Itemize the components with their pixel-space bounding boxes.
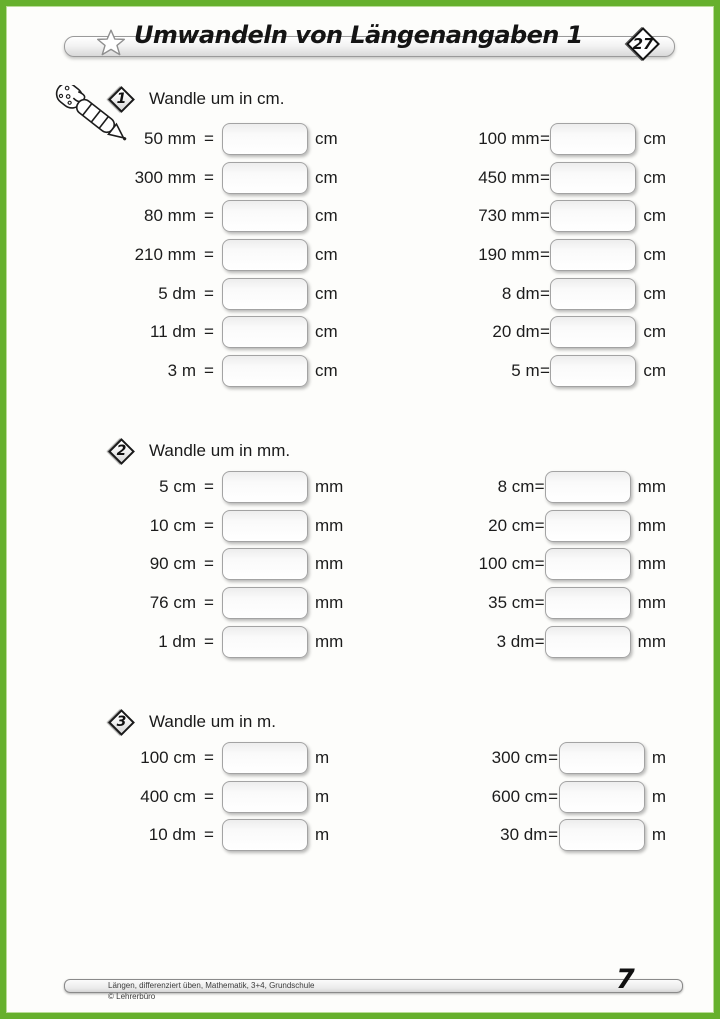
quantity-label: 8 dm: [501, 283, 540, 303]
equals-sign: =: [534, 631, 545, 651]
equals-sign: =: [204, 515, 214, 535]
section-number-badge: [108, 86, 135, 113]
answer-box[interactable]: [550, 200, 636, 232]
quantity-label: 10 dm: [148, 825, 196, 845]
quantity-label: 50 mm: [144, 129, 196, 149]
quantity-label: 210 mm: [134, 245, 196, 265]
unit-label: cm: [315, 322, 338, 342]
conversion-row: [420, 816, 666, 855]
right-column: [420, 468, 666, 661]
unit-label: mm: [315, 477, 344, 497]
equals-sign: =: [204, 593, 214, 613]
conversion-row: [66, 352, 420, 391]
equals-sign: =: [204, 129, 214, 149]
section-number-badge: [108, 709, 135, 736]
unit-label: cm: [315, 360, 338, 380]
conversion-row: [420, 352, 666, 391]
equals-sign: =: [534, 554, 545, 574]
quantity-label: 190 mm: [478, 245, 540, 265]
conversion-row: [66, 468, 420, 507]
quantity-label: 3 m: [167, 360, 196, 380]
quantity-label: 300 mm: [134, 167, 196, 187]
unit-label: m: [315, 825, 330, 845]
section-number: 2: [116, 443, 127, 459]
section-number-badge: [108, 438, 135, 465]
conversion-row: [420, 159, 666, 198]
quantity-label: 400 cm: [140, 786, 196, 806]
equals-sign: =: [534, 477, 545, 497]
right-column: [420, 120, 666, 390]
equals-sign: =: [204, 167, 214, 187]
section-header: [66, 84, 666, 114]
exercise-columns: [66, 468, 666, 661]
answer-box[interactable]: [222, 781, 308, 813]
conversion-row: [66, 584, 420, 623]
answer-box[interactable]: [222, 471, 308, 503]
quantity-label: 300 cm: [491, 748, 548, 768]
section-number: 1: [116, 91, 127, 107]
quantity-label: 1 dm: [158, 631, 196, 651]
unit-label: cm: [315, 206, 338, 226]
answer-box[interactable]: [545, 510, 631, 542]
quantity-label: 3 dm: [496, 631, 535, 651]
worksheet-number-badge: [628, 29, 658, 59]
answer-box[interactable]: [545, 548, 631, 580]
equals-sign: =: [204, 554, 214, 574]
section-wandle-in-mm: [66, 436, 666, 661]
unit-label: mm: [637, 477, 666, 497]
conversion-row: [420, 274, 666, 313]
quantity-label: 100 mm: [478, 129, 540, 149]
unit-label: cm: [643, 129, 666, 149]
star-icon: [95, 27, 127, 59]
conversion-row: [420, 584, 666, 623]
conversion-row: [420, 507, 666, 546]
quantity-label: 20 cm: [488, 515, 535, 535]
equals-sign: =: [548, 748, 559, 768]
section-instruction: Wandle um in mm.: [149, 441, 291, 460]
conversion-row: [66, 236, 420, 275]
conversion-row: [420, 120, 666, 159]
equals-sign: =: [204, 206, 214, 226]
quantity-label: 730 mm: [478, 206, 540, 226]
section-number: 3: [116, 714, 127, 730]
quantity-label: 80 mm: [144, 206, 196, 226]
answer-box[interactable]: [222, 355, 308, 387]
quantity-label: 5 m: [511, 360, 540, 380]
left-column: [66, 739, 420, 855]
section-instruction: Wandle um in cm.: [149, 89, 285, 108]
unit-label: cm: [643, 360, 666, 380]
answer-box[interactable]: [222, 162, 308, 194]
equals-sign: =: [540, 245, 550, 265]
left-column: [66, 468, 420, 661]
equals-sign: =: [534, 593, 545, 613]
answer-box[interactable]: [222, 548, 308, 580]
quantity-label: 20 dm: [492, 322, 540, 342]
unit-label: cm: [315, 167, 338, 187]
section-wandle-in-cm: [66, 84, 666, 390]
equals-sign: =: [204, 786, 214, 806]
conversion-row: [420, 468, 666, 507]
footer-copyright: © Lehrerbüro: [108, 992, 156, 1001]
quantity-label: 76 cm: [149, 593, 196, 613]
conversion-row: [420, 778, 666, 817]
section-header: [66, 707, 666, 737]
answer-box[interactable]: [559, 781, 645, 813]
footer-source-line: Längen, differenziert üben, Mathematik, 3+4, Grundschule: [108, 981, 315, 990]
conversion-row: [66, 120, 420, 159]
conversion-row: [66, 313, 420, 352]
conversion-row: [66, 159, 420, 198]
unit-label: mm: [637, 554, 666, 574]
quantity-label: 100 cm: [140, 748, 196, 768]
quantity-label: 600 cm: [491, 786, 548, 806]
conversion-row: [420, 313, 666, 352]
answer-box[interactable]: [222, 626, 308, 658]
conversion-row: [420, 622, 666, 661]
equals-sign: =: [540, 283, 550, 303]
conversion-row: [66, 739, 420, 778]
unit-label: mm: [315, 554, 344, 574]
answer-box[interactable]: [222, 819, 308, 851]
unit-label: m: [651, 825, 666, 845]
equals-sign: =: [534, 515, 545, 535]
quantity-label: 35 cm: [488, 593, 535, 613]
answer-box[interactable]: [545, 471, 631, 503]
equals-sign: =: [204, 825, 214, 845]
unit-label: m: [651, 786, 666, 806]
section-wandle-in-m: [66, 707, 666, 855]
answer-box[interactable]: [550, 278, 636, 310]
conversion-row: [66, 622, 420, 661]
unit-label: m: [315, 748, 330, 768]
exercise-columns: [66, 120, 666, 390]
conversion-row: [420, 739, 666, 778]
conversion-row: [420, 197, 666, 236]
answer-box[interactable]: [545, 587, 631, 619]
unit-label: mm: [315, 593, 344, 613]
equals-sign: =: [204, 322, 214, 342]
answer-box[interactable]: [222, 587, 308, 619]
unit-label: m: [651, 748, 666, 768]
quantity-label: 5 cm: [159, 477, 196, 497]
equals-sign: =: [204, 283, 214, 303]
unit-label: cm: [643, 245, 666, 265]
left-column: [66, 120, 420, 390]
answer-box[interactable]: [550, 162, 636, 194]
conversion-row: [66, 816, 420, 855]
unit-label: cm: [643, 283, 666, 303]
equals-sign: =: [204, 748, 214, 768]
equals-sign: =: [204, 245, 214, 265]
unit-label: cm: [315, 283, 338, 303]
equals-sign: =: [540, 322, 550, 342]
quantity-label: 10 cm: [149, 515, 196, 535]
conversion-row: [66, 274, 420, 313]
conversion-row: [420, 545, 666, 584]
quantity-label: 5 dm: [158, 283, 196, 303]
equals-sign: =: [548, 786, 559, 806]
unit-label: cm: [643, 206, 666, 226]
answer-box[interactable]: [545, 626, 631, 658]
equals-sign: =: [204, 360, 214, 380]
exercise-columns: [66, 739, 666, 855]
answer-box[interactable]: [559, 742, 645, 774]
answer-box[interactable]: [222, 742, 308, 774]
quantity-label: 30 dm: [500, 825, 548, 845]
answer-box[interactable]: [222, 510, 308, 542]
answer-box[interactable]: [222, 200, 308, 232]
unit-label: cm: [643, 322, 666, 342]
unit-label: mm: [315, 515, 344, 535]
section-header: [66, 436, 666, 466]
quantity-label: 8 cm: [497, 477, 535, 497]
conversion-row: [66, 545, 420, 584]
answer-box[interactable]: [550, 239, 636, 271]
answer-box[interactable]: [222, 239, 308, 271]
answer-box[interactable]: [222, 123, 308, 155]
unit-label: mm: [637, 515, 666, 535]
unit-label: mm: [315, 631, 344, 651]
answer-box[interactable]: [222, 316, 308, 348]
equals-sign: =: [540, 206, 550, 226]
answer-box[interactable]: [550, 355, 636, 387]
unit-label: cm: [643, 167, 666, 187]
answer-box[interactable]: [222, 278, 308, 310]
unit-label: cm: [315, 245, 338, 265]
equals-sign: =: [548, 825, 559, 845]
unit-label: m: [315, 786, 330, 806]
page-number: 7: [616, 964, 635, 995]
quantity-label: 450 mm: [478, 167, 540, 187]
section-instruction: Wandle um in m.: [149, 712, 276, 731]
conversion-row: [66, 507, 420, 546]
equals-sign: =: [204, 477, 214, 497]
page-title: Umwandeln von Längenangaben 1: [134, 21, 583, 49]
unit-label: cm: [315, 129, 338, 149]
equals-sign: =: [204, 631, 214, 651]
quantity-label: 90 cm: [149, 554, 196, 574]
equals-sign: =: [540, 167, 550, 187]
equals-sign: =: [540, 129, 550, 149]
answer-box[interactable]: [559, 819, 645, 851]
right-column: [420, 739, 666, 855]
conversion-row: [66, 197, 420, 236]
conversion-row: [66, 778, 420, 817]
answer-box[interactable]: [550, 316, 636, 348]
worksheet-number: 27: [632, 35, 654, 53]
conversion-row: [420, 236, 666, 275]
equals-sign: =: [540, 360, 550, 380]
unit-label: mm: [637, 593, 666, 613]
quantity-label: 11 dm: [150, 322, 196, 342]
answer-box[interactable]: [550, 123, 636, 155]
quantity-label: 100 cm: [478, 554, 535, 574]
unit-label: mm: [637, 631, 666, 651]
